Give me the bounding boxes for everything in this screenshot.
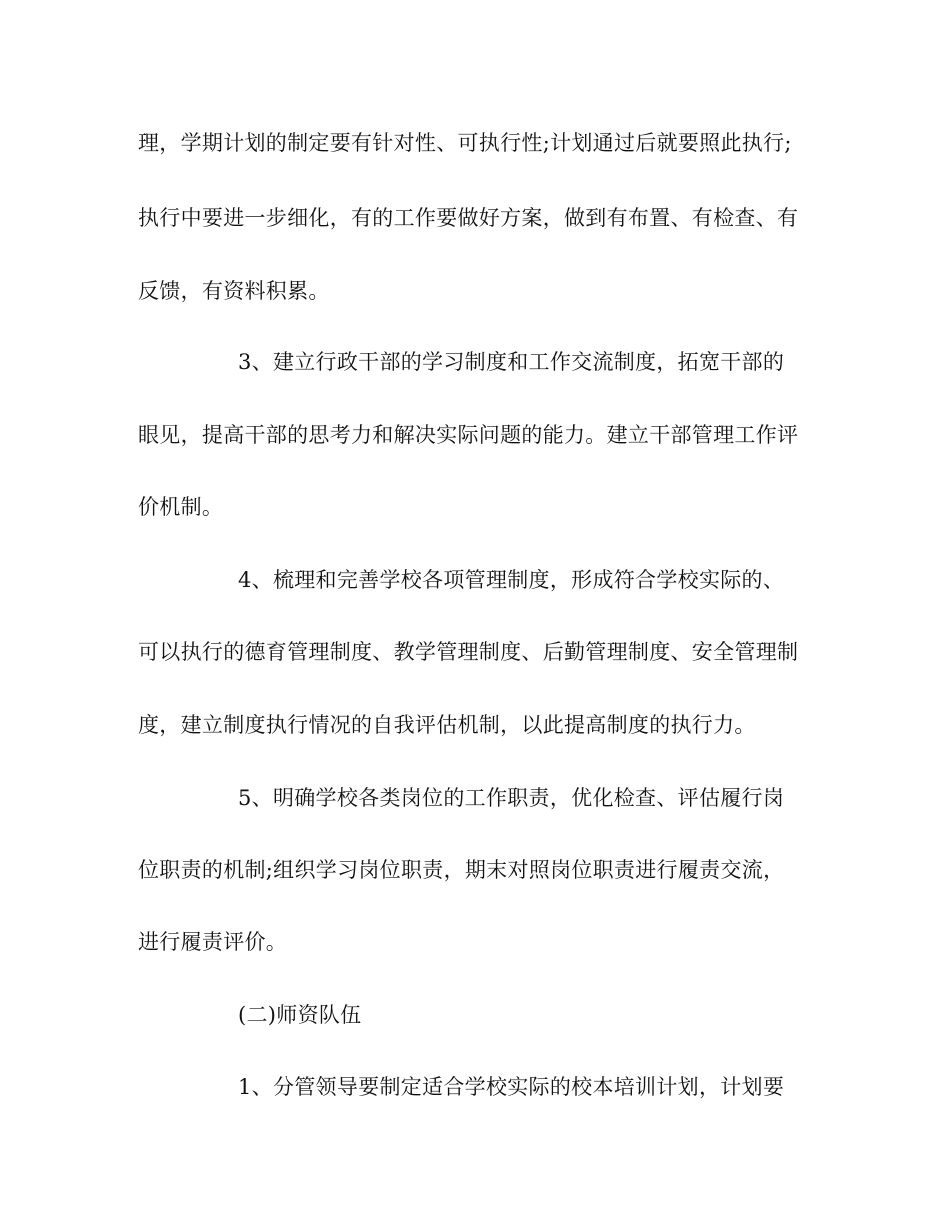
paragraph-5-start: 5、明确学校各类岗位的工作职责，优化检查、评估履行岗 [238,786,785,810]
text-line: 度，建立制度执行情况的自我评估机制，以此提高制度的执行力。 [138,713,756,737]
paragraph-4-start: 4、梳理和完善学校各项管理制度，形成符合学校实际的、 [238,568,785,592]
text-line: 价机制。 [138,495,224,519]
section-heading: (二)师资队伍 [238,1003,362,1027]
text-line: 反馈，有资料积累。 [138,279,330,303]
text-line: 理，学期计划的制定要有针对性、可执行性;计划通过后就要照此执行; [138,131,792,155]
text-line: 执行中要进一步细化，有的工作要做好方案，做到有布置、有检查、有 [138,206,799,230]
paragraph-3-start: 3、建立行政干部的学习制度和工作交流制度，拓宽干部的 [238,350,785,374]
text-line: 可以执行的德育管理制度、教学管理制度、后勤管理制度、安全管理制 [138,640,799,664]
text-line: 位职责的机制;组织学习岗位职责，期末对照岗位职责进行履责交流， [138,858,785,882]
paragraph-1-start: 1、分管领导要制定适合学校实际的校本培训计划，计划要 [238,1075,785,1099]
text-line: 进行履责评价。 [138,930,288,954]
text-line: 眼见，提高干部的思考力和解决实际问题的能力。建立干部管理工作评 [138,423,799,447]
